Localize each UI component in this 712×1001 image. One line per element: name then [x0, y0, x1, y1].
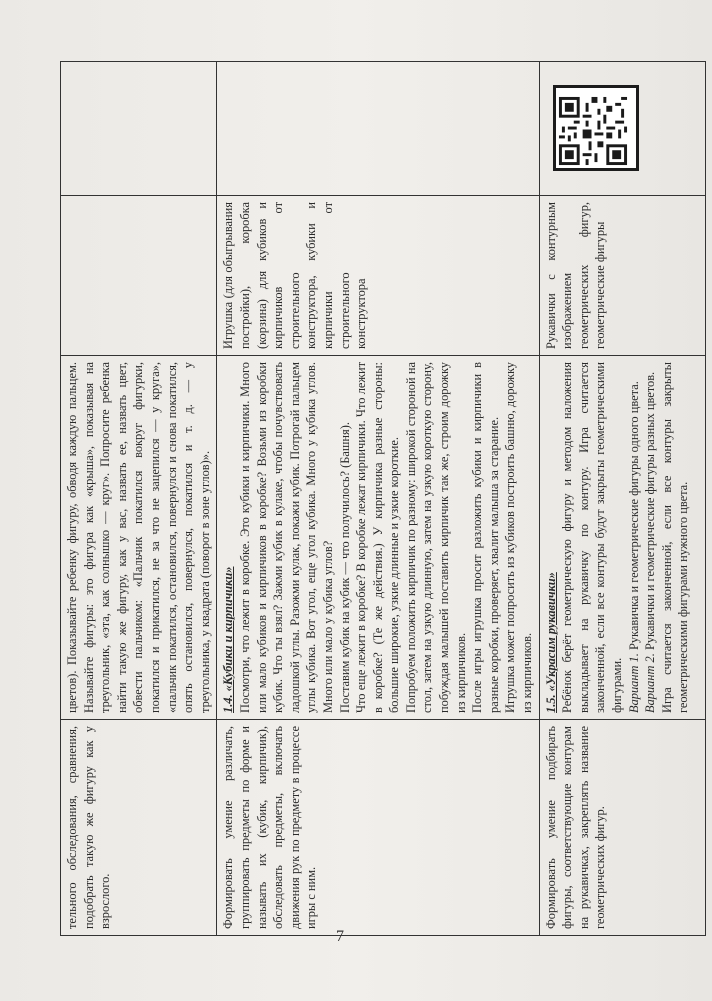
- rotated-table-container: [60, 62, 691, 936]
- content-paragraph: Попробуем положить кирпичик по разному: широкой стороной на стол, затем на узкую длинную, затем на узкую короткую сторону, побуждая малышей поставить кирпичик так же, строим дорожку из кирпичиков.: [403, 362, 468, 713]
- page-number: 7: [336, 928, 344, 945]
- materials-cell: [539, 196, 705, 356]
- rotated-table-area: [60, 62, 691, 936]
- qr-code-graphic: [556, 95, 630, 169]
- table-row: [61, 62, 217, 936]
- extra-cell: [217, 62, 539, 196]
- variant-label: Вариант 1.: [626, 653, 641, 713]
- content-cell: [539, 356, 705, 720]
- variant-line: [626, 362, 643, 713]
- content-cell: [217, 356, 539, 720]
- table-row: [539, 62, 705, 936]
- extra-cell: [61, 62, 217, 196]
- goal-text: Формировать умение подбирать фигуры, соответствующие контурам на рукавичках, закреплять название геометрических фигур.: [543, 726, 608, 929]
- qr-cell: [539, 62, 705, 196]
- variant-text: Рукавички и геометрические фигуры разных цветов.: [643, 371, 658, 654]
- materials-text: Игрушка (для обыгрывания постройки), коробка (корзина) для кубиков и кирпичиков от строительного конструктора, кубики и кирпичики от строительного конструктора: [221, 202, 369, 349]
- goal-cell: [539, 720, 705, 936]
- materials-cell: [217, 196, 539, 356]
- materials-cell: [61, 196, 217, 356]
- content-paragraph: Посмотри, что лежит в коробке. Это кубики и кирпичики. Много или мало кубиков и кирпичиков в коробке? Возьми из коробки кубик. Что ты взял? Зажми кубик в кулаке, чтобы почувствовать ладошкой углы. Разожми кулак, покажи кубик. Потрогай пальцем углы кубика. Вот угол, еще угол кубика. Много у кубика углов. Много или мало у кубика углов?: [237, 362, 335, 713]
- variant-text: Рукавичка и геометрические фигуры одного цвета.: [626, 381, 641, 654]
- variant-line: [642, 362, 659, 713]
- qr-code-image: [553, 86, 639, 172]
- goal-cell: [217, 720, 539, 936]
- content-paragraph: Что еще лежит в коробке? В коробке лежат кирпичики. Что лежит в коробке? (Те же действия.) У кирпичика разные стороны: большие широкие, узкие длинные и узкие короткие.: [354, 362, 402, 713]
- materials-text: Рукавички с контурным изображением геометрических фигур, геометрические фигуры: [543, 202, 608, 349]
- content-paragraph: цветов). Показывайте ребенку фигуру, обводя каждую пальцем. Называйте фигуры: это фигура как «крыша», показывая на треугольник, «эта, как солнышко — круг». Попросите ребенка найти такую же фигуру, как у вас, назвать ее, назвать цвет, обвести пальчиком: «Пальчик покатился вокруг фигурки, покатился и прикатился, не за что не зацепился — у круга», «пальчик покатился, остановился, повернулся и снова покатился, опять остановился, повернулся, покатился и т. д. — у треугольника, у квадрата (поворот в зоне углов)».: [65, 362, 212, 713]
- closing-text: Игра считается законченной, если все контуры закрыты геометрическими фигурами нужного цвета.: [659, 362, 691, 713]
- content-paragraph: Ребёнок берёт геометрическую фигуру и методом наложения выкладывает на рукавичку по контуру. Игра считается законченной, если все контуры будут закрыты геометрическими фигурами.: [560, 362, 624, 713]
- goal-cell: [61, 720, 217, 936]
- content-paragraph: После игры игрушка просит разложить кубики и кирпичики в разные коробки, проверяет, хвалит малыша за старание.: [470, 362, 501, 713]
- game-heading: 1.4. «Кубики и кирпичики»: [221, 566, 236, 713]
- goal-text: Формировать умение различать, группировать предметы по форме и называть их (кубик, кирпичик), обследовать предметы, включать движения рук по предмету в процессе игры с ним.: [221, 726, 319, 929]
- content-paragraph: Поставим кубик на кубик — что получилось? (Башня).: [337, 422, 352, 713]
- game-heading: 1.5. «Украсим рукавички»: [543, 572, 558, 713]
- methodology-table: [60, 61, 706, 936]
- variant-label: Вариант 2.: [643, 653, 658, 713]
- content-paragraph: Игрушка может попросить из кубиков построить башню, дорожку из кирпичиков.: [503, 362, 535, 713]
- goal-text: тельного обследования, сравнения, подобрать такую же фигуру как у взрослого.: [65, 726, 113, 929]
- table-row: [217, 62, 539, 936]
- content-cell: [61, 356, 217, 720]
